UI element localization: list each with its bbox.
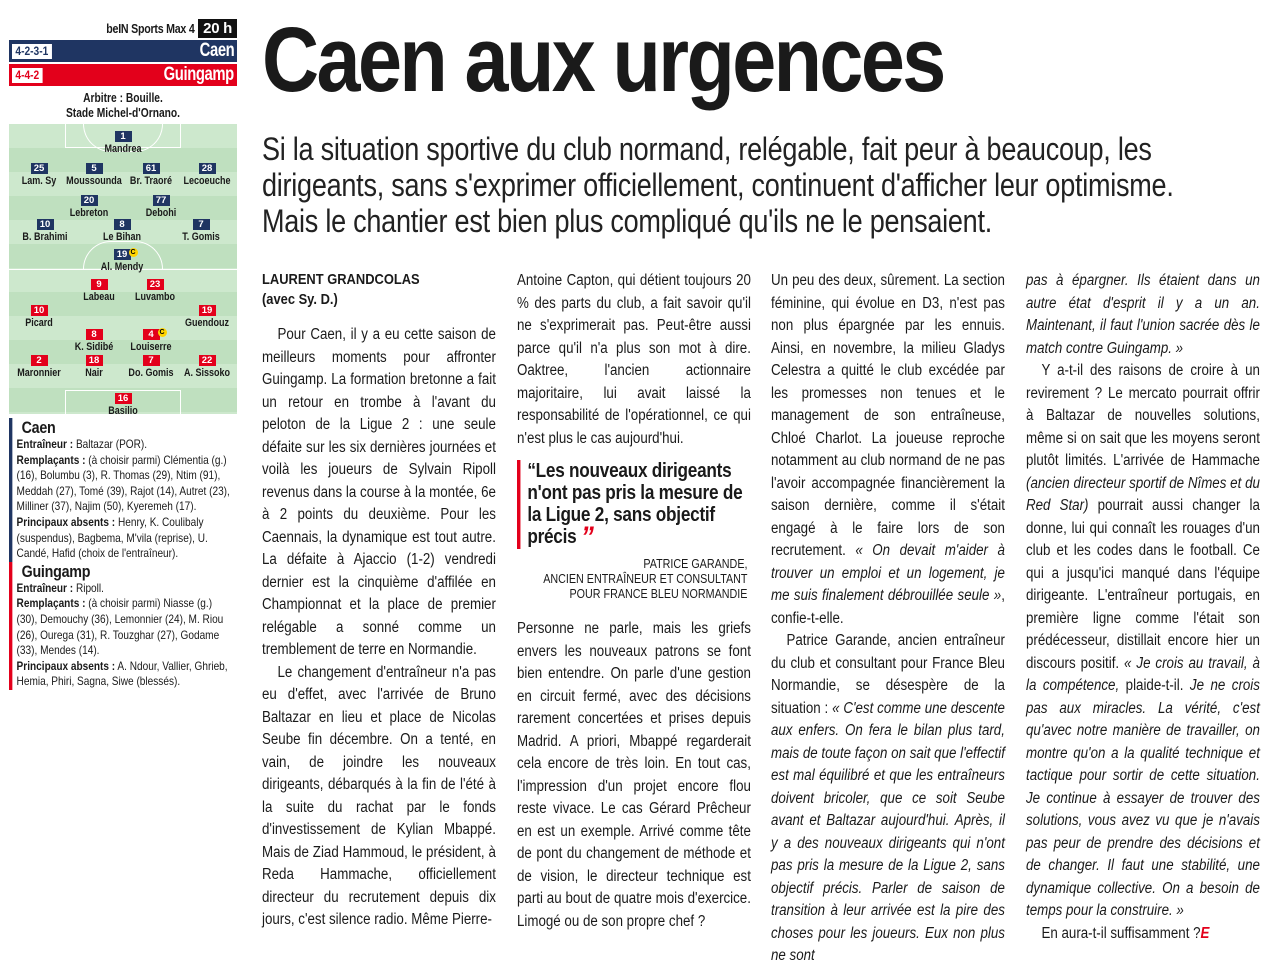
player-number: 16 (115, 393, 132, 404)
guingamp-player (172, 304, 242, 329)
player-name: Br. Traoré (129, 175, 173, 187)
paragraph (771, 270, 1005, 630)
player-number: 10 (31, 305, 48, 316)
article-column-1 (262, 270, 495, 960)
player-name: Mandrea (104, 143, 142, 155)
home-team-row (9, 40, 237, 62)
referee-label: Arbitre : (83, 91, 123, 105)
player-number: 5 (86, 163, 103, 174)
player-number: 10 (37, 219, 54, 230)
paragraph-text: Patrice Garande, ancien entraîneur du club et consultant pour France Bleu Normandie, se désespère de la situation : (771, 632, 1005, 717)
broadcast-bar (9, 17, 237, 39)
player-name: Guendouz (184, 317, 230, 329)
player-number: 20 (81, 195, 98, 206)
player-name: Maronnier (17, 367, 61, 379)
end-mark-icon: E (1200, 924, 1210, 942)
player-name: A. Sissoko (183, 367, 231, 379)
quote-inline: Je ne crois pas aux miracles. La vérité, c'est qu'avec notre manière de travailler, on montre qu'on a la qualité technique et tactique pour sortir de cette situation. Je continue à essayer de trouver des solutions, vous avez vu que je n'avais pas peur de prendre des décisions et de changer. Il faut une stabilité, une dynamique collective. On a besoin de temps pour la construire. » (1026, 677, 1260, 919)
guingamp-squad-title: Guingamp (21, 561, 91, 581)
player-number: 7 (143, 355, 160, 366)
caen-player (172, 162, 242, 187)
player-name: Debohi (145, 207, 177, 219)
paragraph (771, 630, 1005, 968)
paragraph (1026, 923, 1260, 946)
caen-player (10, 218, 80, 243)
player-name: Louiserre (130, 341, 172, 353)
article-column-4 (1026, 270, 1259, 960)
player-number: 8 (86, 329, 103, 340)
paragraph: Antoine Capton, qui détient toujours 20 % des parts du club, a fait savoir qu'il ne s'exprimerait pas. Peut-être aussi parce qu'il n'a plus son mot à dire. Oaktree, l'ancien actionnaire majoritaire, lui avait laissé la responsabilité de l'opérationnel, ce qui n'est plus le cas aujourd'hui. (517, 272, 751, 447)
player-name: Le Bihan (102, 231, 142, 243)
caen-player (126, 194, 196, 219)
guingamp-squad (9, 562, 234, 690)
quote-source-name: PATRICE GARANDE, (643, 557, 748, 571)
player-number: 2 (31, 355, 48, 366)
player-number: 61 (143, 163, 160, 174)
player-name: K. Sidibé (74, 341, 114, 353)
guingamp-player (88, 392, 158, 417)
player-name: Lebreton (69, 207, 109, 219)
quote-inline: « C'est comme une descente aux enfers. On fera le bilan plus tard, mais de toute façon on sait que l'effectif est mal équilibré et que les entraîneurs doivent bricoler, que ce soit Seube avant et Baltazar aujourd'hui. Après, il y a des nouveaux dirigeants qui n'ont pas pris la mesure de la Ligue 2, sans objectif précis. Parler de saison de transition à leur arrivée est la pire des choses pour les joueurs. Eux non plus ne sont (771, 699, 1005, 964)
guingamp-coach-label: Entraîneur : (16, 580, 74, 595)
article-column-3 (771, 270, 1005, 964)
captain-badge-icon: C (159, 329, 165, 336)
caen-squad-title: Caen (21, 418, 56, 437)
player-number: 4 C (143, 329, 160, 340)
player-number: 7 (193, 219, 210, 230)
paragraph: Pour Caen, il y a eu cette saison de meilleurs moments pour affronter Guingamp. La formation bretonne a fait un retour en trombe à l'avant du peloton de la Ligue 2 : une seule défaite sur les six dernières journées et voilà les joueurs de Sylvain Ripoll revenus dans la course à la montée, 6e à 2 points du deuxième. Pour les Caennais, la dynamique est tout autre. La défaite à Ajaccio (1-2) vendredi dernier est la cinquième d'affilée en Championnat et la place de premier relégable a sonné comme un tremblement de terre en Normandie. (262, 326, 496, 658)
guingamp-subs: (à choisir parmi) Niasse (g.) (30), Demouchy (36), Lemonnier (24), M. Riou (26), Ourega (31), R. Touzghar (27), Godame (33), Mendes (14). (16, 596, 224, 658)
match-sidebar (9, 17, 237, 727)
player-name: Lam. Sy (21, 175, 57, 187)
byline (262, 270, 496, 310)
paragraph-text: Un peu des deux, sûrement. La section féminine, qui évolue en D3, n'est pas non plus épargnée par les ennuis. Ainsi, en novembre, la milieu Gladys Celestra a quitté le club excédée par les promesses non tenues et le management de son entraîneuse, Chloé Charlot. La joueuse reproche notamment au club normand de ne pas l'avoir accompagnée financièrement la saison dernière, comme il s'était engagé à le faire lors de son recrutement. (771, 272, 1005, 559)
paragraph-text: En aura-t-il suffisamment ? (1041, 924, 1201, 942)
author-name: LAURENT GRANDCOLAS (262, 271, 420, 288)
player-number: 25 (31, 163, 48, 174)
player-name: Luvambo (134, 291, 176, 303)
quote-inline: « On devait m'aider à trouver un emploi et un logement, je me suis finalement débrouillée seule » (771, 542, 1005, 604)
caen-player (87, 218, 157, 243)
guingamp-player (116, 328, 186, 353)
player-number: 8 (114, 219, 131, 230)
kickoff-time: 20 h (198, 19, 237, 38)
paragraph: Le changement d'entraîneur n'a pas eu d'effet, avec l'arrivée de Bruno Baltazar en lieu et place de Nicolas Seube fin décembre. On a tenté, en vain, de joindre les nouveaux dirigeants, débarqués à la fin de l'été à la suite du rachat par le fonds d'investissement de Kylian Mbappé. Mais de Ziad Hammoud, le président, à Reda Hammache, officiellement directeur du recrutement depuis dix jours, c'est silence radio. Même Pierre- (262, 663, 496, 928)
player-name: T. Gomis (182, 231, 220, 243)
author-secondary: (avec Sy. D.) (262, 291, 338, 308)
lineup-pitch (9, 124, 237, 417)
home-formation: 4-2-3-1 (12, 44, 52, 59)
player-name: Al. Mendy (100, 261, 144, 273)
player-number: 19 (199, 305, 216, 316)
referee-name: Bouille. (125, 91, 163, 105)
player-name: B. Brahimi (22, 231, 68, 243)
caen-absent-label: Principaux absents : (16, 514, 116, 529)
away-team-row (9, 64, 237, 86)
tv-channel: beIN Sports Max 4 (105, 20, 195, 36)
paragraph-text: plaide-t-il. (1125, 677, 1184, 694)
caen-absent: Henry, K. Coulibaly (suspendus), Bagbema, M'vila (reprise), U. Candé, Hafid (choix de l'entraîneur). (16, 514, 208, 561)
guingamp-coach: Ripoll. (75, 580, 104, 595)
player-name: Moussounda (66, 175, 122, 187)
player-number: 77 (153, 195, 170, 206)
guingamp-player (120, 278, 190, 303)
caen-subs-label: Remplaçants : (16, 452, 86, 467)
guingamp-absent-label: Principaux absents : (16, 658, 116, 673)
stadium-name: Stade Michel-d'Ornano. (65, 106, 181, 120)
caen-player (88, 130, 158, 155)
paragraph-text: , confie-t-elle. (771, 587, 1005, 627)
player-number: 22 (199, 355, 216, 366)
player-name: Lecoeuche (183, 175, 231, 187)
caen-coach: Baltazar (POR). (75, 437, 148, 451)
quote-inline: « Je crois au travail, à la compétence, (1026, 654, 1260, 694)
caen-squad (9, 418, 234, 562)
paragraph (1026, 270, 1260, 360)
quote-source-role: ANCIEN ENTRAÎNEUR ET CONSULTANT (543, 572, 748, 586)
caen-player (166, 218, 236, 243)
player-number: 28 (199, 163, 216, 174)
article-column-2 (517, 270, 750, 960)
referee-info (30, 91, 217, 121)
quote-inline: (ancien directeur sportif de Nîmes et du Red Star) (1026, 474, 1260, 514)
player-number: 19 C (114, 249, 131, 260)
guingamp-player (4, 304, 74, 329)
away-team-name: Guingamp (163, 64, 234, 85)
article-headline: Caen aux urgences (262, 9, 944, 111)
paragraph (1026, 360, 1260, 923)
caen-player (54, 194, 124, 219)
home-team-name: Caen (199, 40, 234, 61)
guingamp-subs-label: Remplaçants : (16, 596, 86, 611)
paragraph-text: Y a-t-il des raisons de croire à un revirement ? Le mercato pourrait offrir à Baltazar de nouvelles solutions, même si on sait que les moyens seront plutôt limités. L'arrivée de Hammache (1026, 362, 1260, 469)
guingamp-absent: A. Ndour, Vallier, Ghrieb, Hemia, Phiri, Sagna, Siwe (blessés). (16, 658, 228, 689)
squad-lists (9, 418, 234, 690)
player-name: Picard (25, 317, 53, 329)
player-name: Nair (85, 367, 103, 379)
captain-badge-icon: C (130, 249, 136, 256)
player-name: Do. Gomis (128, 367, 174, 379)
quote-source-org: POUR FRANCE BLEU NORMANDIE (569, 587, 748, 601)
pull-quote-source (517, 557, 751, 602)
paragraph: Personne ne parle, mais les griefs envers les nouveaux patrons se font bien entendre. On parle d'une gestion en circuit fermé, avec des décisions rarement concertées et prises depuis Madrid. A priori, Mbappé regarderait cela encore de très loin. En tout cas, l'impression d'un projet encore flou reste vivace. Le cas Gérard Prêcheur en est un exemple. Arrivé comme tête de pont du changement de méthode et de vision, le directeur technique est parti au bout de quatre mois d'exercice. Limogé ou de son propre chef ? (517, 620, 751, 930)
player-number: 18 (86, 355, 103, 366)
guingamp-player (172, 354, 242, 379)
player-number: 1 (115, 131, 132, 142)
pull-quote-text: “Les nouveaux dirigeants n'ont pas pris la mesure de la Ligue 2, sans objectif précis (527, 460, 743, 548)
away-formation: 4-4-2 (12, 68, 43, 83)
pull-quote (517, 460, 751, 554)
quote-mark-icon: ” (580, 521, 589, 554)
article-lead: Si la situation sportive du club normand, relégable, fait peur à beaucoup, les dirigeants, sans s'exprimer officiellement, continuent d'afficher leur optimisme. Mais le chantier est bien plus compliqué qu'ils ne le pensaient. (262, 131, 1174, 239)
quote-inline: pas à épargner. Ils étaient dans un autre état d'esprit il y a un an. Maintenant, il faut l'union sacrée dès le match contre Guingamp. » (1026, 272, 1260, 357)
paragraph-text: pourrait aussi changer la donne, lui qui connaît les rouages d'un club et les codes dans le football. Ce qui a jusqu'ici manqué dans l'équipe dirigeante. L'entraîneur portugais, en première ligne comme l'était son prédécesseur, distillait encore hier un discours positif. (1026, 497, 1260, 672)
caen-subs: (à choisir parmi) Clémentia (g.) (16), Bolumbu (3), R. Thomas (29), Ntim (91), Meddah (27), Tomé (39), Rajot (14), Autret (23), Milliner (37), Najim (50), Kyeremeh (17). (16, 452, 230, 514)
caen-coach-label: Entraîneur : (16, 437, 74, 451)
player-name: Basilio (108, 405, 138, 417)
player-number: 23 (147, 279, 164, 290)
player-name: Labeau (83, 291, 115, 303)
player-number: 9 (91, 279, 108, 290)
caen-player (87, 248, 157, 273)
